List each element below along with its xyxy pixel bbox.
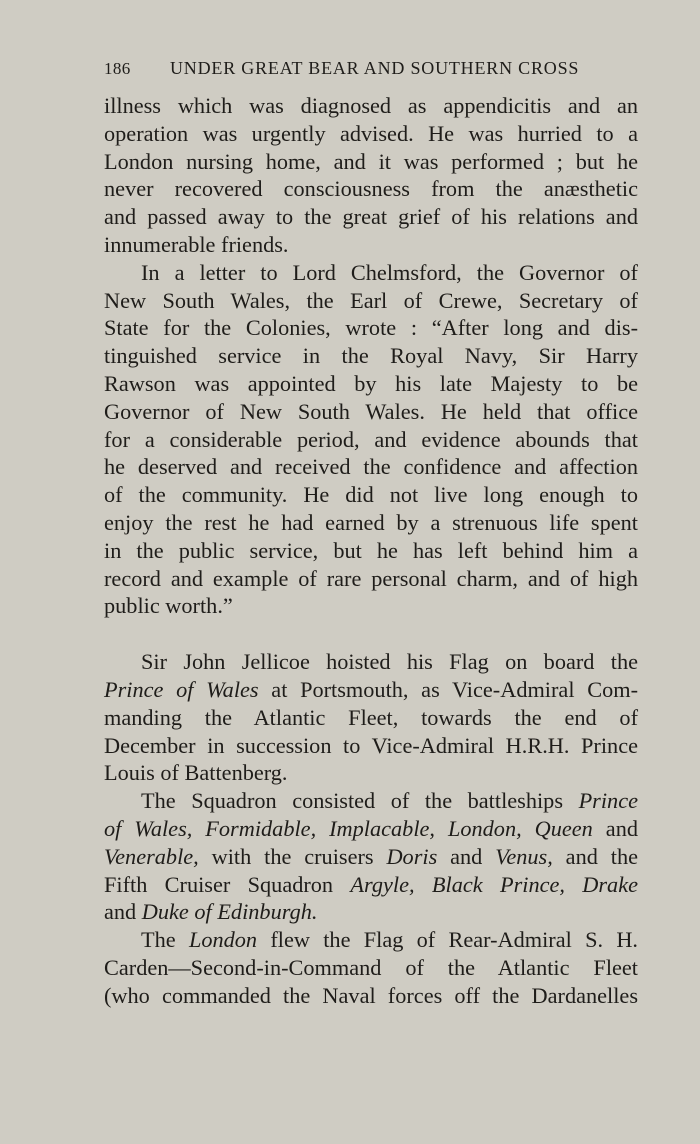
ship-name: Doris	[386, 843, 438, 869]
text-line: of Wales, Formidable, Implacable, London, Queen and	[104, 815, 638, 841]
text-line: Fifth Cruiser Squadron Argyle, Black Prince, Drake	[104, 871, 638, 897]
text-line: and passed away to the great grief of his relations and	[104, 204, 638, 230]
section-break	[104, 620, 638, 648]
text-line: Sir John Jellicoe hoisted his Flag on board the	[141, 649, 638, 675]
text-line: of the community. He did not live long enough to	[104, 482, 638, 508]
paragraph-5	[104, 926, 638, 1009]
text-line: In a letter to Lord Chelmsford, the Governor of	[141, 259, 638, 285]
running-title: UNDER GREAT BEAR AND SOUTHERN CROSS	[170, 58, 580, 78]
text-line: public worth.”	[104, 593, 233, 619]
ship-name: London	[188, 927, 258, 953]
text-line: Rawson was appointed by his late Majesty to be	[104, 370, 638, 396]
text-line: he deserved and received the confidence and affection	[104, 454, 638, 480]
text-line: enjoy the rest he had earned by a strenuous life spent	[104, 509, 638, 535]
text-line: Louis of Battenberg.	[104, 760, 288, 786]
body-text	[104, 92, 638, 1010]
paragraph-1	[104, 92, 638, 259]
text-line: in the public service, but he has left behind him a	[104, 537, 638, 563]
text-line: never recovered consciousness from the anæsthetic	[104, 176, 638, 202]
ship-name: Prince	[578, 788, 638, 814]
text-line: record and example of rare personal charm, and of high	[104, 565, 638, 591]
text-line: and Duke of Edinburgh.	[104, 899, 318, 925]
text-line: New South Wales, the Earl of Crewe, Secretary of	[104, 287, 638, 313]
ship-name: Prince of Wales	[104, 676, 259, 702]
text-line: innumerable friends.	[104, 231, 289, 257]
text-line: The London flew the Flag of Rear-Admiral S. H.	[141, 927, 638, 953]
text-line: December in succession to Vice-Admiral H.R.H. Prince	[104, 732, 638, 758]
text-line: manding the Atlantic Fleet, towards the end of	[104, 704, 638, 730]
text-line: Carden—Second-in-Command of the Atlantic Fleet	[104, 954, 638, 980]
ship-names: of Wales, Formidable, Implacable, London, Queen	[104, 815, 593, 841]
text-line: London nursing home, and it was performed ; but he	[104, 148, 638, 174]
paragraph-3	[104, 648, 638, 787]
ship-name: Venerable,	[104, 843, 199, 869]
text-line: operation was urgently advised. He was hurried to a	[104, 120, 638, 146]
ship-name: Duke of Edinburgh.	[141, 899, 318, 925]
text-line: Prince of Wales at Portsmouth, as Vice-Admiral Com-	[104, 676, 638, 702]
text-line: State for the Colonies, wrote : “After long and dis-	[104, 315, 638, 341]
paragraph-2	[104, 259, 638, 620]
text-line: illness which was diagnosed as appendicitis and an	[104, 93, 638, 118]
paragraph-4	[104, 787, 638, 926]
ship-name: Venus,	[495, 843, 553, 869]
text-line: Governor of New South Wales. He held that office	[104, 398, 638, 424]
text-line: The Squadron consisted of the battleships Prince	[141, 788, 638, 814]
running-head	[104, 58, 640, 79]
ship-names: Argyle, Black Prince, Drake	[350, 871, 638, 897]
text-line: tinguished service in the Royal Navy, Sir Harry	[104, 343, 638, 369]
text-line: for a considerable period, and evidence abounds that	[104, 426, 638, 452]
text-line: Venerable, with the cruisers Doris and Venus, and the	[104, 843, 638, 869]
page-number: 186	[104, 59, 131, 78]
text-line: (who commanded the Naval forces off the Dardanelles	[104, 982, 638, 1008]
